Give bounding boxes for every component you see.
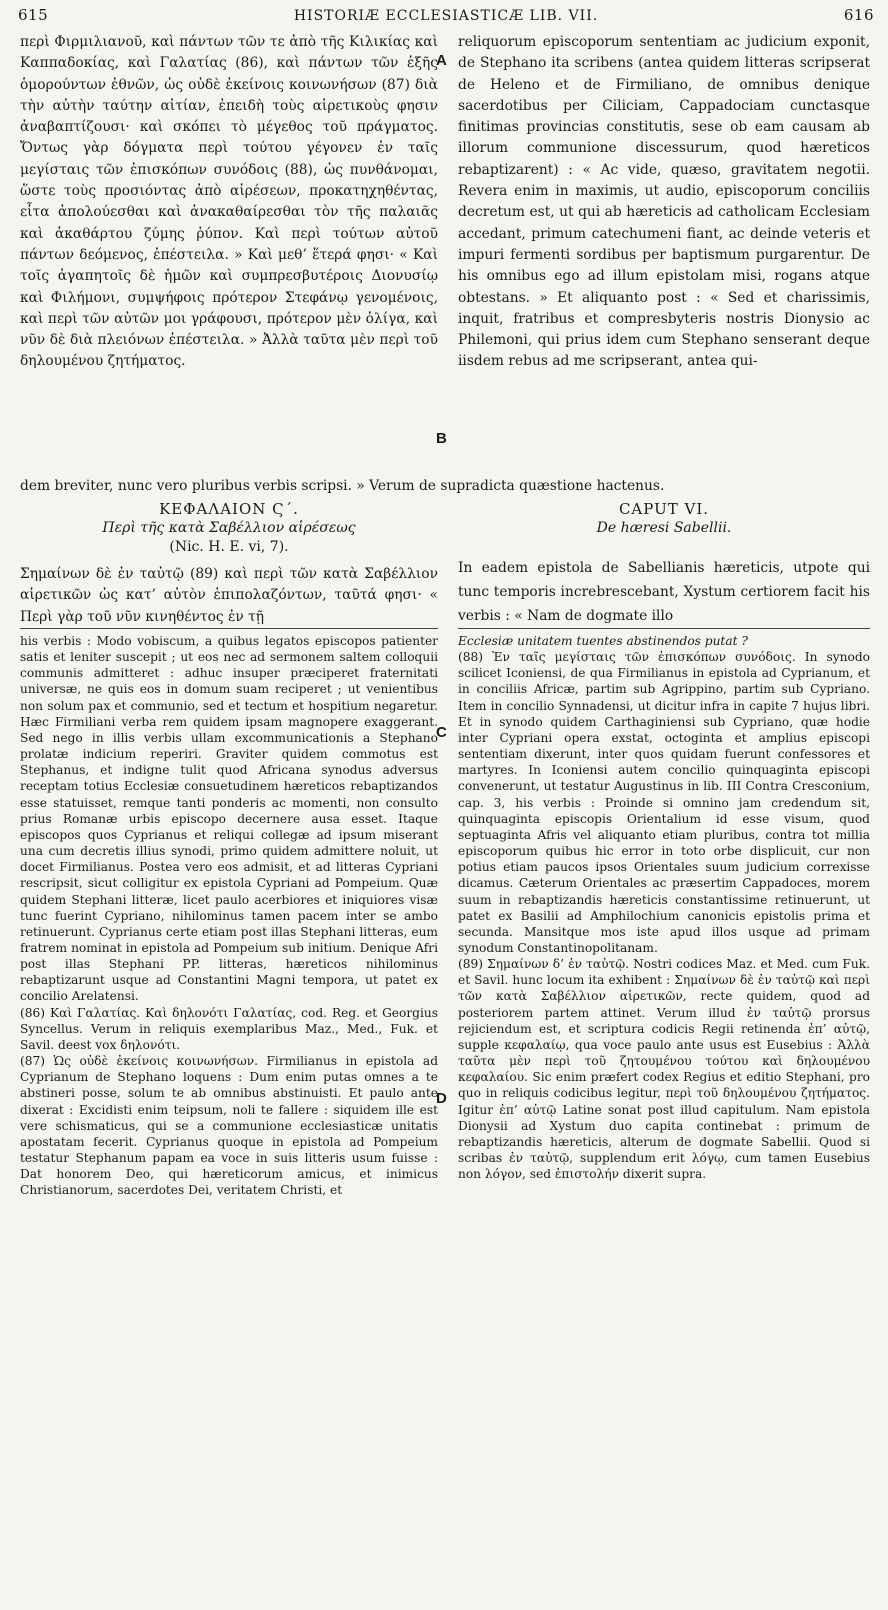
greek-text-column (20, 32, 438, 373)
spanning-line: dem breviter, nunc vero pluribus verbis scripsi. » Verum de supradicta quæstione hactenus. (20, 478, 665, 494)
chapter-paragraph-greek: Σημαίνων δὲ ἐν ταὐτῷ (89) καὶ περὶ τῶν κατὰ Σαβέλλιον αἱρετικῶν ὡς κατ’ αὐτὸν ἐπιπολαζόντων, ταῦτά φησι· « Περὶ γὰρ τοῦ νῦν κινηθέντος ἐν τῇ (20, 566, 438, 625)
chapter-heading-latin (458, 500, 870, 538)
notes-rule-right (458, 628, 870, 629)
note-86: (86) Καὶ Γαλατίας. Καὶ δηλονότι Γαλατίας, cod. Reg. et Georgius Syncellus. Verum in reliquis exemplaribus Maz., Med., Fuk. et Savil. deest vox δηλονότι. (20, 1005, 438, 1052)
chapter-text-greek (20, 564, 438, 628)
chapter-text-latin (458, 556, 870, 628)
latin-paragraph: reliquorum episcoporum sententiam ac judicium exponit, de Stephano ita scribens (antea quidem litteras scripserat de Heleno et de Firmiliano, de omnibus denique sacerdotibus per Ciliciam, Cappadociam cunctasque finitimas provincias constitutis, sese ob eam causam ab illorum communione discessurum, quod hæreticos rebaptizarent) : « Ac vide, quæso, gravitatem negotii. Revera enim in maximis, ut audio, episcoporum conciliis decretum est, ut qui ab hæreticis ad catholicam Ecclesiam accedant, primum catechumeni fiant, ac deinde veteris et impuri fermenti sordibus per baptismum purgarentur. De his omnibus ego ad illum epistolam misi, rogans atque obtestans. » Et aliquanto post : « Sed et charissimis, inquit, fratribus et compresbyteris nostris Dionysio ac Philemoni, qui prius idem cum Stephano senserant deque iisdem rebus ad me scripserant, antea qui- (458, 34, 870, 370)
note-paragraph: his verbis : Modo vobiscum, a quibus legatos episcopos patienter satis et leniter suscepit ; ut eos nec ad sermonem saltem colloquii communis admitteret : adhuc insuper præciperet fraternitati universæ, ne quis eos in domum suam reciperet ; ut venientibus non solum pax et communio, sed et tectum et hospitium negaretur. Hæc Firmiliani verba rem quidem ipsam magnopere exaggerant. Sed nego in illis verbis ullam excommunicationis a Stephano prolatæ indicium reperiri. Graviter quidem commotus est Stephanus, et indigne tulit quod Africana synodus adversus receptam totius Ecclesiæ consuetudinem hæreticos rebaptizandos esse statuisset, remque tanti ponderis ac momenti, non consulto prius Romanæ urbis episcopo decernere ausa esset. Itaque episcopos quos Cyprianus et reliqui collegæ ad ipsum miserant una cum decretis illius synodi, primo quidem admittere noluit, ut docet Firmilianus. Postea vero eos admisit, et ad litteras Cypriani rescripsit, sicut colligitur ex epistola Cypriani ad Pompeium. Quæ quidem Stephani litteræ, licet paulo acerbiores et iniquiores visæ tunc fuerint Cypriano, nihilominus tamen pacem inter se ambo retinuerunt. Cyprianus certe etiam post illas Stephani litteras, eum fratrem nominat in epistola ad Pompeium sub initium. Denique Afri post illas Stephani PP. litteras, hæreticos nihilominus rebaptizarunt usque ad Constantini Magni tempora, ut patet ex concilio Arelatensi. (20, 634, 438, 1004)
latin-text-column (458, 32, 870, 373)
notes-column-left (20, 633, 438, 1198)
margin-marker-b: B (436, 430, 447, 447)
chapter-reference: (Nic. H. E. vi, 7). (169, 539, 289, 555)
note-87: (87) Ὡς οὐδὲ ἐκείνοις κοινωνήσων. Firmilianus in epistola ad Cyprianum de Stephano loquens : Dum enim putas omnes a te abstineri posse, solum te ab omnibus abstinuisti. Et paulo ante dixerat : Excidisti enim teipsum, noli te fallere : siquidem ille est vere schismaticus, qui se a communione ecclesiasticæ unitatis apostatam fecerit. Cyprianus quoque in epistola ad Pompeium testatur Stephanum papam ea voce in suis litteris usum fuisse : Dat honorem Deo, qui hæreticorum amicus, et inimicus Christianorum, sacerdotes Dei, veritatem Christi, et (20, 1054, 438, 1198)
running-title: HISTORIÆ ECCLESIASTICÆ LIB. VII. (293, 8, 599, 24)
notes-column-right (458, 633, 870, 1182)
chapter-heading-greek (20, 500, 438, 557)
note-continuation: Ecclesiæ unitatem tuentes abstinendos putat ? (458, 634, 748, 648)
chapter-paragraph-latin: In eadem epistola de Sabellianis hæreticis, utpote qui tunc temporis increbrescebant, Xystum certiorem facit his verbis : « Nam de dogmate illo (458, 560, 870, 624)
margin-marker-a: A (436, 52, 447, 69)
margin-marker-d: D (436, 1090, 447, 1107)
running-head (18, 6, 874, 26)
chapter-title-latin: CAPUT VI. (618, 500, 710, 518)
chapter-subtitle-greek: Περὶ τῆς κατὰ Σαβέλλιον αἱρέσεως (102, 520, 356, 536)
greek-paragraph: περὶ Φιρμιλιανοῦ, καὶ πάντων τῶν τε ἀπὸ τῆς Κιλικίας καὶ Καππαδοκίας, καὶ Γαλατίας (86), καὶ πάντων τῶν ἑξῆς ὁμορούντων ἐθνῶν, ὡς οὐδὲ ἐκείνοις κοινωνήσων (87) διὰ τὴν αὐτὴν ταύτην αἰτίαν, ἐπειδὴ τοὺς αἱρετικοὺς φησιν ἀναβαπτίζουσι· καὶ σκόπει τὸ μέγεθος τοῦ πράγματος. Ὄντως γὰρ δόγματα περὶ τούτου γέγονεν ἐν ταῖς μεγίσταις τῶν ἐπισκόπων συνόδοις (88), ὡς πυνθάνομαι, ὥστε τοὺς προσιόντας ἀπὸ αἱρέσεων, προκατηχηθέντας, εἶτα ἀπολούεσθαι καὶ ἀνακαθαίρεσθαι τὸν τῆς παλαιᾶς καὶ ἀκαθάρτου ζύμης ῥύπον. Καὶ περὶ τούτων αὐτοῦ πάντων δεόμενος, ἐπέστειλα. » Καὶ μεθ’ ἕτερά φησι· « Καὶ τοῖς ἀγαπητοῖς δὲ ἡμῶν καὶ συμπρεσβυτέροις Διονυσίῳ καὶ Φιλήμονι, συμψήφοις πρότερον Στεφάνῳ γενομένοις, καὶ περὶ τῶν αὐτῶν μοι γράφουσι, πρότερον μὲν ὀλίγα, καὶ νῦν δὲ διὰ πλειόνων ἐπέστειλα. » Ἀλλὰ ταῦτα μὲν περὶ τοῦ δηλουμένου ζητήματος. (20, 34, 438, 370)
margin-marker-c: C (436, 724, 447, 741)
note-89: (89) Σημαίνων δ’ ἐν ταὐτῷ. Nostri codices Maz. et Med. cum Fuk. et Savil. hunc locum ita exhibent : Σημαίνων δὲ ἐν ταὐτῷ καὶ περὶ τῶν κατὰ Σαβέλλιον αἱρετικῶν, recte quidem, quod ad posteriorem partem attinet. Verum illud ἐν ταὐτῷ prorsus rejiciendum est, et scriptura codicis Regii retinenda ἐπ’ αὐτῷ, supple κεφαλαίῳ, qua voce paulo ante usus est Eusebius : Ἀλλὰ ταῦτα μὲν περὶ τοῦ ζητουμένου τούτου καὶ δηλουμένου κεφαλαίου. Sic enim præfert codex Regius et editio Stephani, pro quo in reliquis codicibus legitur, περὶ τοῦ δηλουμένου ζητήματος. Igitur ἐπ’ αὐτῷ Latine sonat post illud capitulum. Nam epistola Dionysii ad Xystum duo capita continebat : primum de rebaptizandis hæreticis, alterum de dogmate Sabellii. Quod si scribas ἐν ταὐτῷ, supplendum erit λόγῳ, cum tamen Eusebius non λόγον, sed ἐπιστολήν dixerit supra. (458, 957, 870, 1182)
chapter-subtitle-latin: De hæresi Sabellii. (596, 520, 732, 536)
note-88: (88) Ἐν ταῖς μεγίσταις τῶν ἐπισκόπων συνόδοις. In synodo scilicet Iconiensi, de qua Firmilianus in epistola ad Cyprianum, et in conciliis Africæ, partim sub Agrippino, partim sub Cypriano. Item in concilio Synnadensi, ut dicitur infra in capite 7 hujus libri. Et in synodo quidem Carthaginiensi sub Cypriano, quæ hodie inter Cypriani opera exstat, octoginta et amplius episcopi sententiam dixerunt, inter quos quidam fuerunt confessores et martyres. In Iconiensi autem concilio quinquaginta episcopi convenerunt, ut testatur Augustinus in lib. III Contra Cresconium, cap. 3, his verbis : Proinde si omnino jam credendum sit, quinquaginta episcopis Orientalium id esse visum, quod septuaginta Afris vel aliquanto etiam pluribus, contra tot millia episcoporum quibus hic error in toto orbe displicuit, cur non potius etiam paucos ipsos Orientales suum judicium correxisse dicamus. Cæterum Orientales ac præsertim Cappadoces, morem suum in rebaptizandis hæreticis constantissime retinuerunt, ut patet ex Basilii ad Amphilochium canonicis epistolis prima et secunda. Mansitque mos iste apud illos usque ad primam synodum Constantinopolitanam. (458, 650, 870, 955)
page-number-right: 616 (843, 6, 874, 24)
chapter-title-greek: ΚΕΦΑΛΑΙΟΝ Ϛ΄. (159, 500, 299, 518)
notes-rule-left (20, 628, 438, 629)
page-number-left: 615 (18, 6, 49, 24)
